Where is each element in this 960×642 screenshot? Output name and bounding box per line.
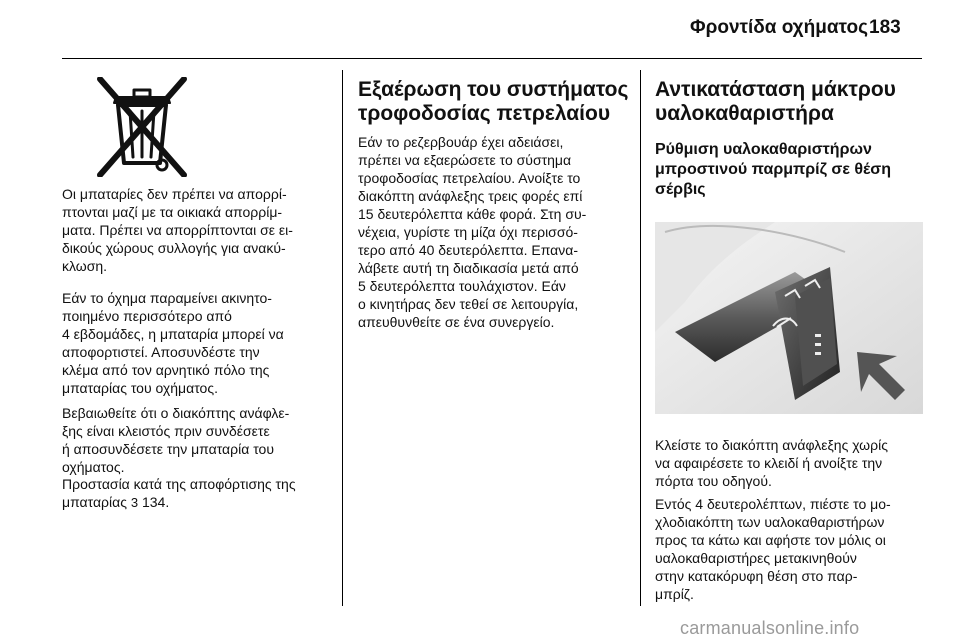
text-line: Βεβαιωθείτε ότι ο διακόπτης ανάφλε-: [62, 405, 290, 421]
text-line: πτονται μαζί με τα οικιακά απορρίμ-: [62, 204, 283, 220]
text-line: 4 εβδομάδες, η μπαταρία μπορεί να: [62, 326, 284, 342]
text-line: χλοδιακόπτη των υαλοκαθαριστήρων: [655, 514, 885, 530]
text-line: λάβετε αυτή τη διαδικασία μετά από: [358, 260, 579, 276]
text-line: ο κινητήρας δεν τεθεί σε λειτουργία,: [358, 296, 579, 312]
text-line: προς τα κάτω και αφήστε τον μόλις οι: [655, 532, 886, 548]
text-line: πρέπει να εξαερώσετε το σύστημα: [358, 152, 572, 168]
paragraph-4: [62, 475, 330, 512]
text-line: Εντός 4 δευτερολέπτων, πιέστε το μο-: [655, 496, 891, 512]
subheading-line: Ρύθμιση υαλοκαθαριστήρων: [655, 141, 872, 158]
ref-text: μπαταρίας: [62, 494, 127, 510]
column-divider-2: [640, 70, 641, 606]
subheading-line: σέρβις: [655, 181, 706, 198]
paragraph-1: [62, 185, 330, 275]
paragraph-fuel-bleed: [358, 133, 628, 331]
text-line: ματα. Πρέπει να απορρίπτονται σε ει-: [62, 222, 293, 238]
text-line: ποιημένο περισσότερο από: [62, 308, 232, 324]
text-line: [62, 493, 330, 512]
section-heading-wiper-blade: [655, 78, 896, 126]
heading-line: Εξαέρωση του συστήματος: [358, 78, 629, 101]
text-line: μπρίζ.: [655, 586, 694, 602]
page-number: 183: [869, 17, 901, 38]
text-line: Εάν το ρεζερβουάρ έχει αδειάσει,: [358, 134, 564, 150]
section-heading-fuel-bleed: [358, 78, 628, 126]
text-line: πόρτα του οδηγού.: [655, 473, 772, 489]
page-reference-link[interactable]: 134.: [141, 494, 170, 510]
text-line: δικούς χώρους συλλογής για ανακύ-: [62, 240, 286, 256]
text-line: υαλοκαθαριστήρες μετακινηθούν: [655, 550, 857, 566]
header-title: Φροντίδα οχήματος: [690, 17, 868, 38]
text-line: 15 δευτερόλεπτα κάθε φορά. Στη συ-: [358, 206, 587, 222]
heading-line: τροφοδοσίας πετρελαίου: [358, 102, 611, 125]
column-divider-1: [342, 70, 343, 606]
text-line: διακόπτη ανάφλεξης τρεις φορές επί: [358, 188, 583, 204]
text-line: Εάν το όχημα παραμείνει ακινητο-: [62, 290, 272, 306]
watermark: carmanualsonline.info: [680, 618, 860, 638]
crossed-out-wheelie-bin-icon: [80, 77, 208, 177]
text-line: Κλείστε το διακόπτη ανάφλεξης χωρίς: [655, 437, 888, 453]
paragraph-2: [62, 289, 330, 397]
text-line: τερο από 40 δευτερόλεπτα. Επανα-: [358, 242, 579, 258]
text-line: αποφορτιστεί. Αποσυνδέστε την: [62, 344, 260, 360]
text-line: στην κατακόρυφη θέση στο παρ-: [655, 568, 858, 584]
text-line: 5 δευτερόλεπτα τουλάχιστον. Εάν: [358, 278, 566, 294]
text-line: μπαταρίας του οχήματος.: [62, 380, 218, 396]
paragraph-3: [62, 404, 330, 476]
text-line: Οι μπαταρίες δεν πρέπει να απορρί-: [62, 186, 287, 202]
text-line: τροφοδοσίας πετρελαίου. Ανοίξτε το: [358, 170, 581, 186]
heading-line: Αντικατάσταση μάκτρου: [655, 78, 896, 101]
subheading-line: μπροστινού παρμπρίζ σε θέση: [655, 161, 891, 178]
text-line: ξης είναι κλειστός πριν συνδέσετε: [62, 423, 270, 439]
text-line: ή αποσυνδέσετε την μπαταρία του: [62, 441, 274, 457]
text-line: κλέμα από τον αρνητικό πόλο της: [62, 362, 270, 378]
text-line: νέχεια, γυρίστε τη μίζα όχι περισσό-: [358, 224, 578, 240]
page-reference-arrow-icon[interactable]: 3: [130, 495, 139, 510]
heading-line: υαλοκαθαριστήρα: [655, 102, 834, 125]
subheading-service-position: [655, 140, 891, 200]
paragraph-ignition-off: [655, 436, 925, 490]
text-line: να αφαιρέσετε το κλειδί ή ανοίξτε την: [655, 455, 883, 471]
text-line: Προστασία κατά της αποφόρτισης της: [62, 476, 296, 492]
header-rule: [62, 58, 922, 59]
text-line: κλωση.: [62, 258, 108, 274]
wiper-stalk-illustration: [655, 222, 923, 414]
text-line: οχήματος.: [62, 459, 125, 475]
paragraph-push-stalk: [655, 495, 925, 603]
text-line: απευθυνθείτε σε ένα συνεργείο.: [358, 314, 555, 330]
